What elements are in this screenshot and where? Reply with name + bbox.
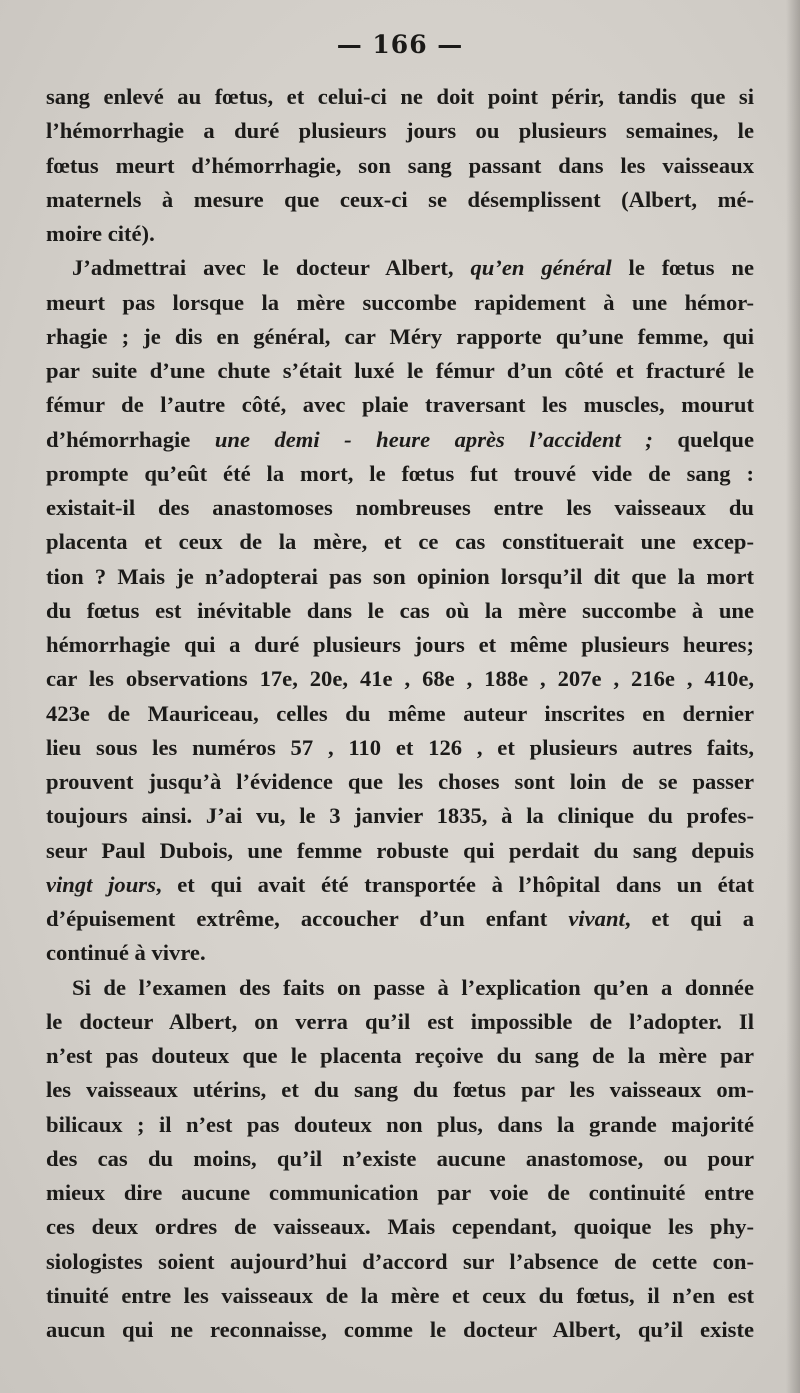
text-segment: siologistes soient aujourd’hui d’accord sur l’absence de cette con-: [46, 1248, 754, 1274]
text-segment: par suite d’une chute s’était luxé le fémur d’un côté et fracturé le: [46, 358, 754, 383]
text-segment: fœtus meurt d’hémorrhagie, son sang passant dans les vaisseaux: [46, 152, 754, 178]
text-line: [46, 388, 754, 422]
text-line: [46, 1039, 754, 1073]
text-line: [46, 731, 754, 765]
text-segment: d’hémorrhagie: [46, 426, 215, 452]
text-line: [46, 1005, 754, 1039]
text-segment: car les observations 17e, 20e, 41e , 68e , 188e , 207e , 216e , 410e,: [46, 666, 754, 692]
text-line: [46, 628, 754, 662]
text-segment: le fœtus ne: [611, 255, 754, 281]
italic-text: qu’en général: [470, 255, 612, 281]
text-line: [46, 765, 754, 799]
text-line: [46, 1176, 754, 1210]
text-line: [46, 594, 754, 628]
text-line: [46, 525, 754, 559]
text-line: [46, 320, 754, 354]
text-line: [46, 936, 754, 970]
text-segment: hémorrhagie qui a duré plusieurs jours et même plusieurs heures;: [46, 632, 754, 657]
text-line: [46, 1279, 754, 1313]
text-line: [46, 868, 754, 902]
text-line: [46, 251, 754, 285]
text-segment: Si de l’examen des faits on passe à l’explication qu’en a donnée: [72, 974, 754, 1000]
italic-text: vivant: [568, 906, 625, 931]
page-edge-shadow: [786, 0, 800, 1393]
text-segment: lieu sous les numéros 57 , 110 et 126 , et plusieurs autres faits,: [46, 734, 754, 760]
text-line: [46, 1108, 754, 1142]
text-line: [46, 217, 754, 251]
italic-text: vingt jours: [46, 871, 156, 897]
text-segment: bilicaux ; il n’est pas douteux non plus, dans la grande majorité: [46, 1111, 754, 1137]
text-segment: ces deux ordres de vaisseaux. Mais cependant, quoique les phy-: [46, 1214, 754, 1240]
text-segment: mieux dire aucune communication par voie de continuité entre: [46, 1180, 754, 1205]
page-number: — 166 —: [336, 30, 464, 59]
text-line: [46, 1313, 754, 1347]
text-line: [46, 697, 754, 731]
text-segment: sang enlevé au fœtus, et celui-ci ne doit point périr, tandis que si: [46, 84, 754, 109]
text-segment: seur Paul Dubois, une femme robuste qui perdait du sang depuis: [46, 837, 754, 863]
body-text: [46, 80, 754, 1347]
text-line: [46, 80, 754, 114]
text-line: [46, 183, 754, 217]
text-segment: n’est pas douteux que le placenta reçoive du sang de la mère par: [46, 1043, 754, 1068]
text-segment: existait-il des anastomoses nombreuses entre les vaisseaux du: [46, 495, 754, 520]
text-segment: rhagie ; je dis en général, car Méry rapporte qu’une femme, qui: [46, 323, 754, 349]
text-line: [46, 114, 754, 148]
text-segment: , et qui avait été transportée à l’hôpital dans un état: [155, 871, 754, 897]
text-segment: tion ? Mais je n’adopterai pas son opinion lorsqu’il dit que la mort: [46, 563, 754, 589]
text-segment: meurt pas lorsque la mère succombe rapidement à une hémor-: [46, 289, 754, 315]
text-line: [46, 457, 754, 491]
text-segment: l’hémorrhagie a duré plusieurs jours ou plusieurs semaines, le: [46, 118, 754, 144]
text-segment: d’épuisement extrême, accoucher d’un enfant: [46, 906, 569, 931]
text-segment: maternels à mesure que ceux-ci se désemplissent (Albert, mé-: [46, 186, 754, 212]
text-line: [46, 1210, 754, 1244]
text-segment: placenta et ceux de la mère, et ce cas constituerait une excep-: [46, 529, 754, 555]
text-line: [46, 971, 754, 1005]
text-segment: du fœtus est inévitable dans le cas où la mère succombe à une: [46, 597, 754, 623]
text-line: [46, 1245, 754, 1279]
text-segment: quelque: [652, 426, 754, 452]
text-segment: toujours ainsi. J’ai vu, le 3 janvier 1835, à la clinique du profes-: [46, 803, 754, 829]
text-line: [46, 149, 754, 183]
text-line: [46, 560, 754, 594]
text-segment: aucun qui ne reconnaisse, comme le docteur Albert, qu’il existe: [46, 1317, 754, 1342]
text-segment: 423e de Mauriceau, celles du même auteur inscrites en dernier: [46, 700, 754, 726]
text-segment: des cas du moins, qu’il n’existe aucune anastomose, ou pour: [46, 1145, 754, 1171]
text-line: [46, 834, 754, 868]
text-segment: les vaisseaux utérins, et du sang du fœtus par les vaisseaux om-: [46, 1077, 754, 1103]
text-segment: le docteur Albert, on verra qu’il est impossible de l’adopter. Il: [46, 1008, 754, 1034]
text-line: [46, 423, 754, 457]
text-line: [46, 902, 754, 936]
text-line: [46, 662, 754, 696]
text-line: [46, 799, 754, 833]
text-segment: moire cité).: [46, 221, 155, 246]
text-line: [46, 286, 754, 320]
text-line: [46, 491, 754, 525]
text-line: [46, 1142, 754, 1176]
text-segment: fémur de l’autre côté, avec plaie traversant les muscles, mourut: [46, 392, 754, 418]
text-segment: prouvent jusqu’à l’évidence que les choses sont loin de se passer: [46, 769, 754, 794]
text-segment: continué à vivre.: [46, 940, 206, 966]
text-line: [46, 354, 754, 388]
italic-text: une demi - heure après l’accident ;: [214, 426, 653, 452]
text-segment: J’admettrai avec le docteur Albert,: [72, 255, 471, 281]
text-segment: , et qui a: [624, 906, 754, 931]
text-segment: tinuité entre les vaisseaux de la mère et ceux du fœtus, il n’en est: [46, 1282, 754, 1308]
text-segment: prompte qu’eût été la mort, le fœtus fut trouvé vide de sang :: [46, 460, 754, 486]
text-line: [46, 1073, 754, 1107]
